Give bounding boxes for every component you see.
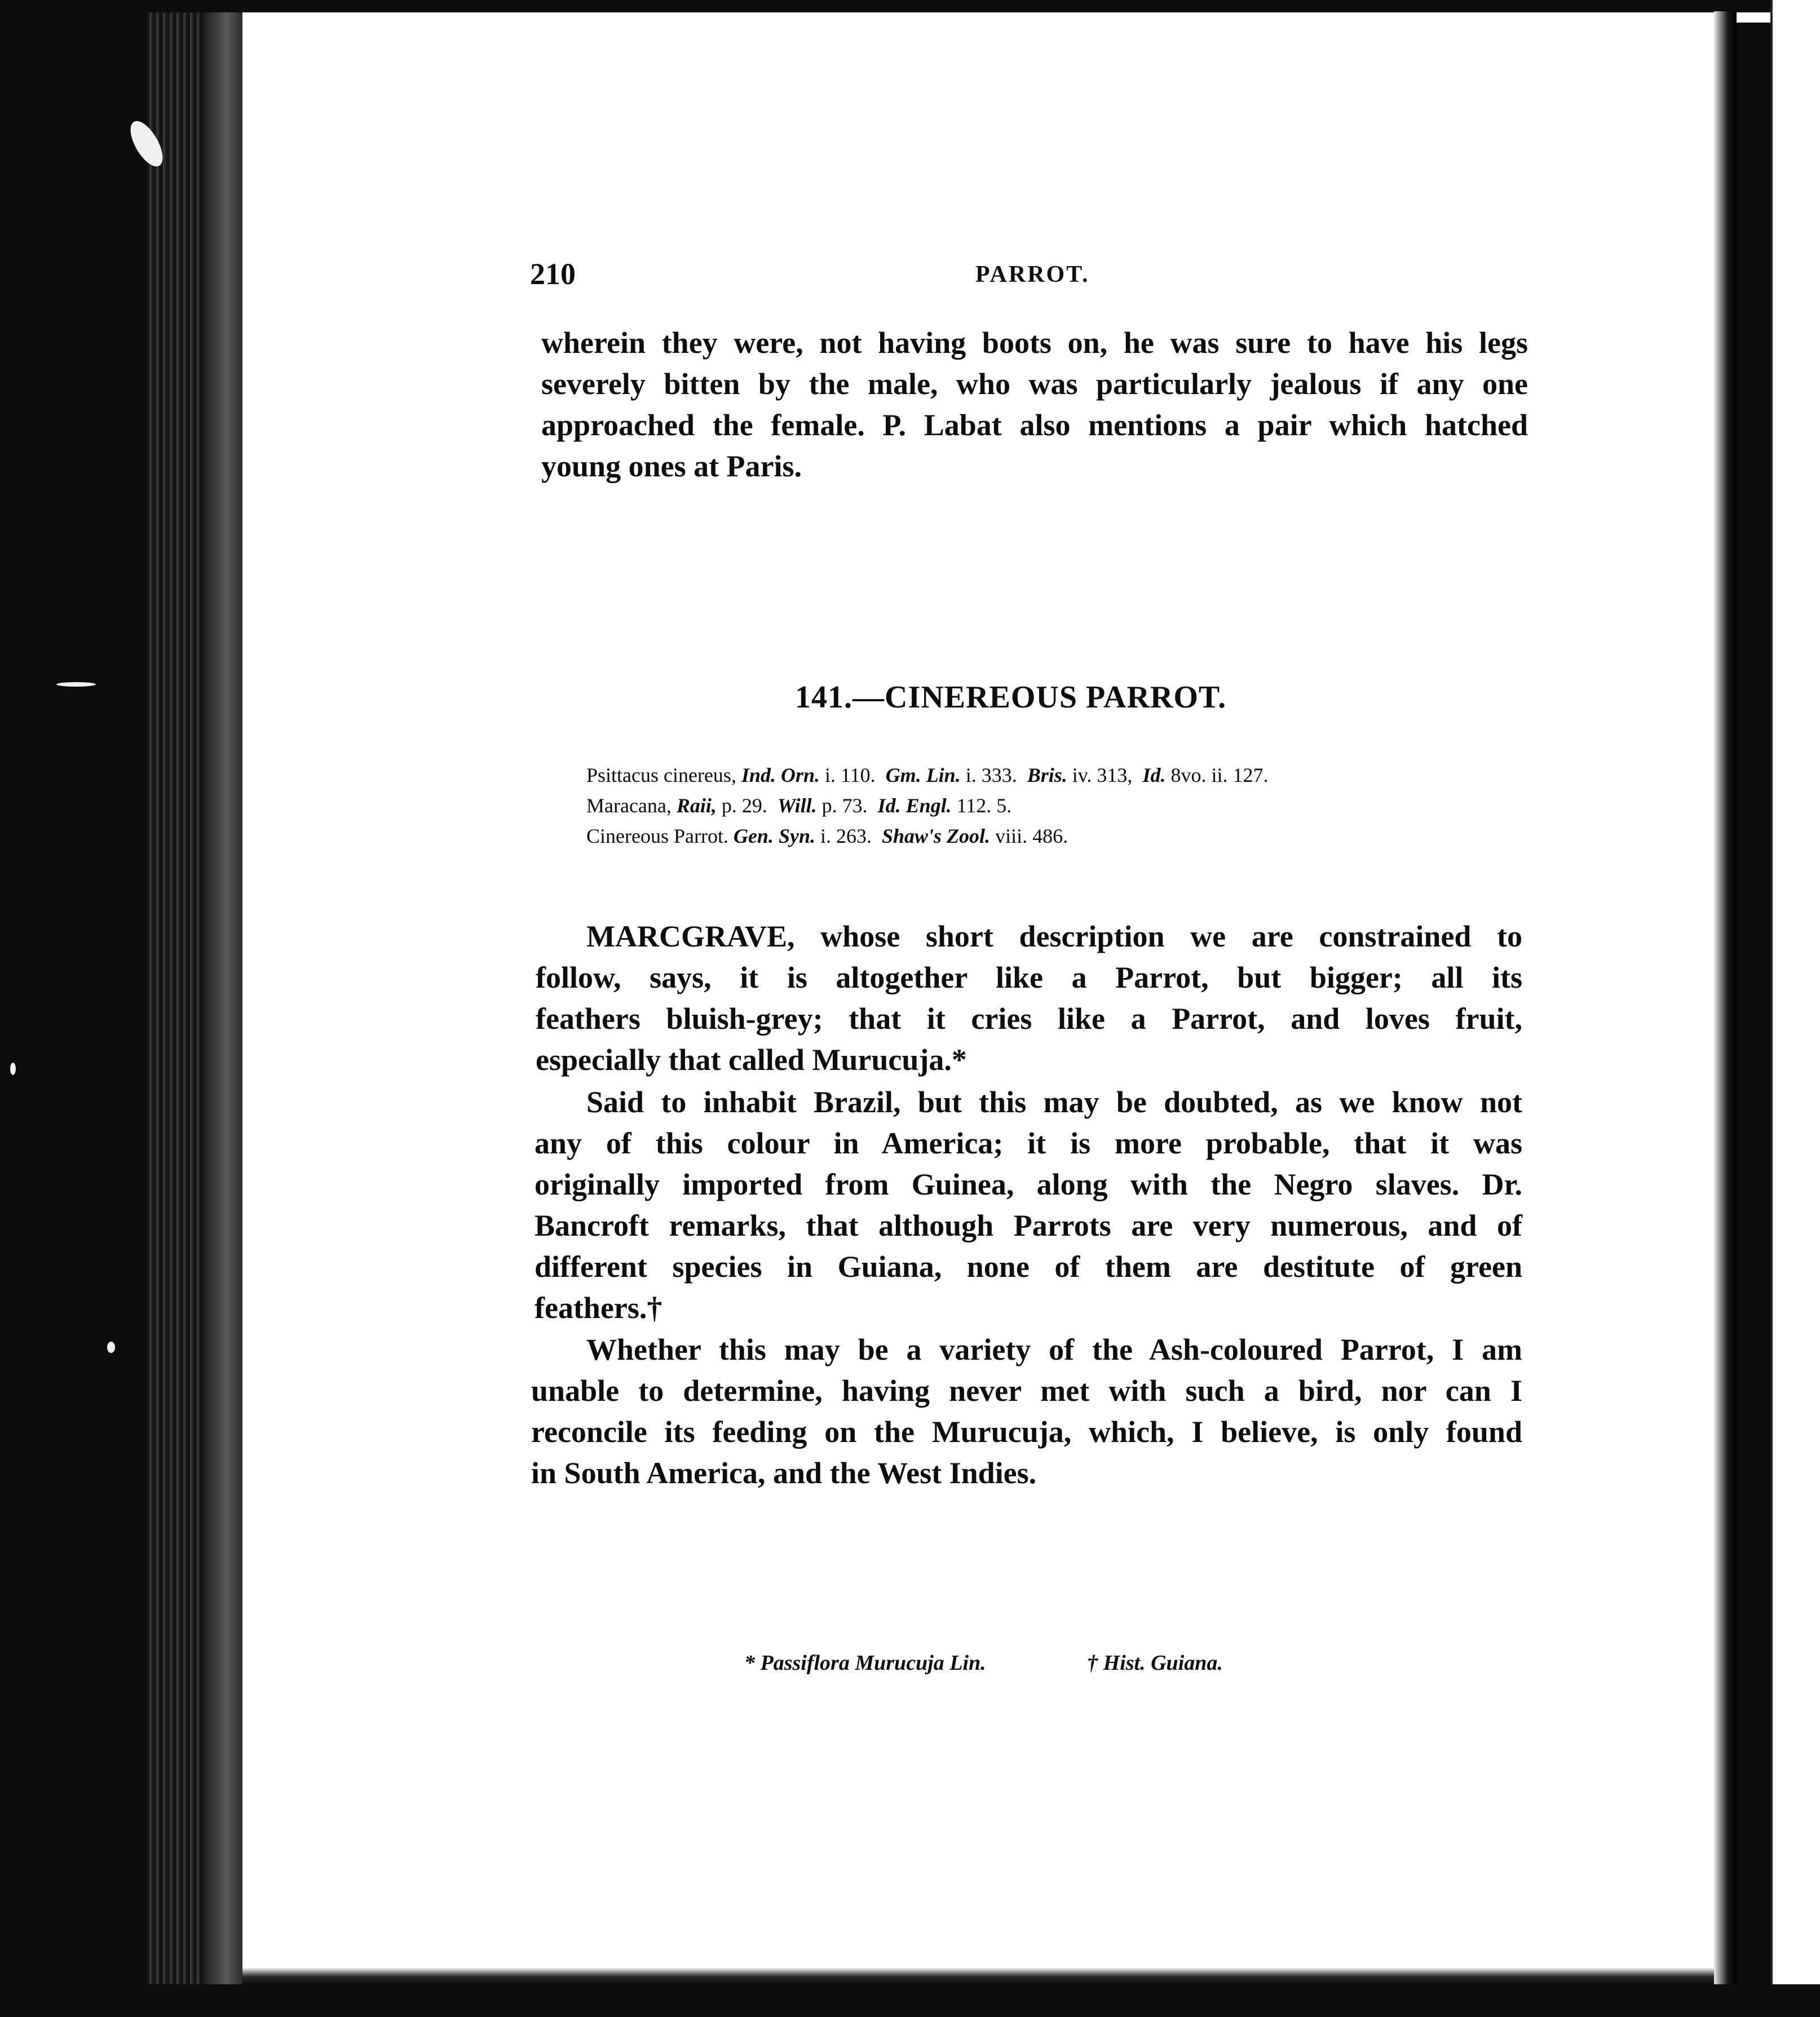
ref-locator: p. 73.: [821, 794, 868, 817]
text-line: feathers bluish-grey; that it cries like a Parrot, and loves fruit,: [536, 1002, 1522, 1036]
ref-locator: p. 29.: [721, 794, 767, 817]
text-line: especially that called Murucuja.*: [536, 1043, 967, 1077]
book-spine-shadow: [0, 0, 147, 2017]
ref-work: Raii,: [676, 794, 717, 817]
footnote-1: * Passiflora Murucuja Lin.: [744, 1651, 986, 1675]
ref-locator: viii. 486.: [995, 825, 1068, 847]
ref-locator: i. 110.: [825, 764, 876, 786]
text-line: unable to determine, having never met with such a bird, nor can I: [531, 1374, 1522, 1408]
synonym-name: Cinereous Parrot.: [586, 825, 728, 847]
synonymy-line: [586, 760, 1268, 790]
ref-work: Ind. Orn.: [741, 764, 820, 786]
text-line: approached the female. P. Labat also mentions a pair which hatched: [541, 408, 1528, 442]
text-line: Whether this may be a variety of the Ash-coloured Parrot, I am: [586, 1333, 1522, 1366]
text-line: different species in Guiana, none of them are destitute of green: [534, 1250, 1522, 1284]
text-line: feathers.†: [534, 1291, 662, 1325]
text-line: reconcile its feeding on the Murucuja, which, I believe, is only found: [531, 1415, 1522, 1449]
scan-speck: [56, 682, 96, 687]
ref-work: Id.: [1142, 764, 1166, 786]
text-line: Bancroft remarks, that although Parrots are very numerous, and of: [534, 1209, 1522, 1242]
synonym-name: Psittacus cinereus,: [586, 764, 736, 786]
ref-locator: i. 333.: [965, 764, 1017, 786]
facing-page-sliver: [1770, 0, 1820, 1984]
synonymy-line: [586, 821, 1268, 851]
synonym-name: Maracana,: [586, 794, 672, 817]
text-line: severely bitten by the male, who was particularly jealous if any one: [541, 367, 1528, 401]
bottom-page-edge: [242, 1967, 1731, 1984]
ref-locator: 8vo. ii. 127.: [1170, 764, 1269, 786]
synonymy-block: [586, 760, 1268, 851]
footnote-2: † Hist. Guiana.: [1087, 1651, 1223, 1675]
body-paragraph-2: [534, 1082, 1522, 1329]
body-paragraph-1: [536, 916, 1522, 1081]
scan-speck: [107, 1342, 115, 1353]
ref-work: Will.: [777, 794, 817, 817]
ref-locator: iv. 313,: [1072, 764, 1133, 786]
ref-locator: i. 263.: [820, 825, 872, 847]
ref-work: Id. Engl.: [877, 794, 952, 817]
footnotes: [744, 1651, 1223, 1675]
ref-work: Bris.: [1027, 764, 1067, 786]
text-line: any of this colour in America; it is more probable, that it was: [534, 1126, 1522, 1160]
body-paragraph-3: [531, 1329, 1522, 1494]
bottom-border: [0, 1984, 1820, 2017]
text-line: Said to inhabit Brazil, but this may be doubted, as we know not: [586, 1085, 1522, 1119]
right-page-edge: [1714, 11, 1737, 1984]
text-line: in South America, and the West Indies.: [531, 1456, 1037, 1490]
running-title: PARROT.: [975, 262, 1090, 287]
right-border: [1737, 23, 1770, 1984]
gutter-shadow: [203, 0, 242, 2017]
page-number: 210: [530, 257, 576, 291]
running-head: [530, 256, 1094, 296]
text-line: originally imported from Guinea, along with the Negro slaves. Dr.: [534, 1167, 1522, 1201]
text-line: young ones at Paris.: [541, 449, 802, 483]
text-line: MARCGRAVE, whose short description we are constrained to: [586, 919, 1522, 953]
scan-speck: [10, 1063, 16, 1075]
text-line: follow, says, it is altogether like a Parrot, but bigger; all its: [536, 961, 1522, 994]
ref-work: Gm. Lin.: [885, 764, 961, 786]
section-heading: 141.—CINEREOUS PARROT.: [795, 680, 1227, 715]
ref-locator: 112. 5.: [956, 794, 1012, 817]
carry-over-paragraph: [541, 322, 1528, 487]
text-line: wherein they were, not having boots on, he was sure to have his legs: [541, 326, 1528, 360]
ref-work: Gen. Syn.: [733, 825, 815, 847]
ref-work: Shaw's Zool.: [882, 825, 991, 847]
synonymy-line: [586, 790, 1268, 821]
top-border: [0, 0, 1820, 12]
